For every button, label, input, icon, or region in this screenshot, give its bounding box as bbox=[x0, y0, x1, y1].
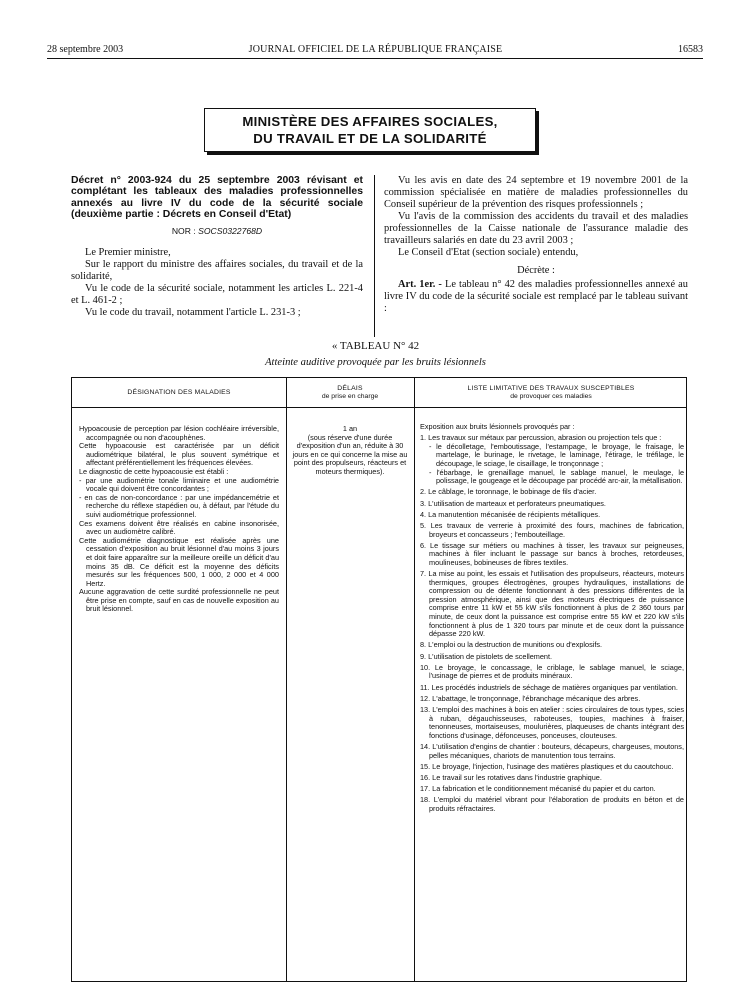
travaux-item: 6. Le tissage sur métiers ou machines à tisser, les travaux sur peigneuses, machines à filer incluant le passage sur bancs à broches, retordeuses, moulineuses, bobineuses de fibres textiles. bbox=[420, 540, 684, 567]
travaux-item: 10. Le broyage, le concassage, le criblage, le sablage manuel, le sciage, l'usinage de pierres et de produits minéraux. bbox=[420, 662, 684, 681]
table-header-rule bbox=[72, 407, 686, 408]
delais-cell bbox=[290, 425, 410, 477]
table-column-rule bbox=[286, 378, 287, 981]
travaux-item: 17. La fabrication et le conditionnement mécanisé du papier et du carton. bbox=[420, 784, 656, 794]
travaux-item: 2. Le câblage, le toronnage, le bobinage de fils d'acier. bbox=[420, 487, 597, 497]
travaux-subitem: - le décolletage, l'emboutissage, l'estampage, le broyage, le fraisage, le martelage, le burinage, le rivetage, le laminage, l'étirage, le tréfilage, le découpage, le sciage, le cisaillage, le tronçonnage ; bbox=[429, 441, 684, 468]
designation-paragraph: - en cas de non-concordance : par une impédancemétrie et recherche du réflexe stapédien ou, à défaut, par l'étude du suivi audiométrique professionnel. bbox=[79, 492, 279, 519]
travaux-subitem: - l'ébarbage, le grenaillage manuel, le sablage manuel, le meulage, le polissage, le gougeage et le découpage par procédé arc-air, la métallisation. bbox=[429, 467, 684, 486]
right-paragraph: Vu les avis en date des 24 septembre et 19 novembre 2001 de la commission spécialisée en matière de maladies professionnelles du Conseil supérieur de la prévention des risques professionnels ; bbox=[384, 175, 688, 210]
designation-cell bbox=[79, 425, 279, 614]
column-divider bbox=[374, 175, 375, 337]
article-1 bbox=[384, 279, 688, 315]
column-header-delais bbox=[286, 378, 414, 407]
travaux-item: 11. Les procédés industriels de séchage de matières organiques par ventilation. bbox=[420, 682, 678, 692]
travaux-item: 4. La manutention mécanisée de récipients métalliques. bbox=[420, 509, 601, 519]
travaux-item: 16. Le travail sur les rotatives dans l'industrie graphique. bbox=[420, 772, 602, 782]
designation-paragraph: - par une audiométrie tonale liminaire et une audiométrie vocale qui doivent être concordantes ; bbox=[79, 475, 279, 494]
article-text: Le tableau n° 42 des maladies professionnelles annexé au livre IV du code de la sécurité sociale est remplacé par le tableau suivant : bbox=[384, 279, 688, 314]
left-paragraph: Sur le rapport du ministre des affaires sociales, du travail et de la solidarité, bbox=[71, 258, 363, 282]
column-header-designation bbox=[72, 378, 286, 407]
decree-title: Décret n° 2003-924 du 25 septembre 2003 révisant et complétant les tableaux des maladies professionnelles annexés au livre IV du code de la sécurité sociale (deuxième partie : Décrets en Conseil d'Etat) bbox=[71, 175, 363, 221]
travaux-item: 7. La mise au point, les essais et l'utilisation des propulseurs, réacteurs, moteurs thermiques, groupes électrogènes, groupes hydrauliques, installations de compression ou de détente fonctionnant à des pressions différentes de la pression atmosphérique, ainsi que des moteurs électriques de puissance comprise entre 11 kW et 55 kW s'ils fonctionnent à plus de 2 360 tours par minute, de ceux dont la puissance est comprise entre 55 kW et 220 kW s'ils fonctionnent à plus de 1 320 tours par minute et de ceux dont la puissance dépasse 220 kW. bbox=[420, 569, 684, 639]
delay-note: (sous réserve d'une durée d'exposition d'un an, réduite à 30 jours en ce qui concerne la mise au point des propulseurs, réacteurs et moteurs thermiques). bbox=[292, 432, 408, 476]
maladies-table bbox=[71, 377, 687, 982]
delay-value: 1 an bbox=[342, 424, 358, 433]
travaux-item: 12. L'abattage, le tronçonnage, l'ébranchage mécanique des arbres. bbox=[420, 693, 641, 703]
right-paragraph: Le Conseil d'Etat (section sociale) entendu, bbox=[398, 247, 579, 258]
designation-paragraph: Hypoacousie de perception par lésion cochléaire irréversible, accompagnée ou non d'acouphènes. bbox=[79, 424, 279, 442]
tableau-title: « TABLEAU N° 42 bbox=[331, 340, 420, 352]
header-rule bbox=[47, 58, 703, 59]
table-column-rule bbox=[414, 378, 415, 981]
left-paragraph: Vu le code du travail, notamment l'article L. 231-3 ; bbox=[85, 306, 301, 318]
ministry-line-2: DU TRAVAIL ET DE LA SOLIDARITÉ bbox=[253, 131, 487, 146]
nor-value: SOCS0322768D bbox=[198, 225, 263, 236]
decrete-heading: Décrète : bbox=[517, 265, 555, 276]
tableau-subtitle: Atteinte auditive provoquée par les bruits lésionnels bbox=[265, 357, 486, 368]
travaux-cell bbox=[420, 423, 684, 816]
right-column bbox=[384, 175, 688, 315]
header-date: 28 septembre 2003 bbox=[47, 44, 124, 55]
designation-paragraph: Le diagnostic de cette hypoacousie est établi : bbox=[79, 466, 229, 476]
travaux-item: 13. L'emploi des machines à bois en atelier : scies circulaires de tous types, scies à ruban, dégauchisseuses, raboteuses, toupies, machines à fraiser, tenonneuses, mortaiseuses, moulurières, plaqueuses de chants intégrant des fonctions d'usinage, défonceuses, ponceuses, clouteuses. bbox=[420, 704, 684, 740]
column-header-label: DÉSIGNATION DES MALADIES bbox=[127, 388, 231, 396]
column-header-sublabel: de provoquer ces maladies bbox=[510, 392, 592, 400]
ministry-line-1: MINISTÈRE DES AFFAIRES SOCIALES, bbox=[242, 114, 498, 129]
nor-reference bbox=[71, 225, 363, 237]
column-header-label: DÉLAIS bbox=[337, 384, 363, 392]
nor-label: NOR : bbox=[171, 225, 196, 236]
travaux-intro: Exposition aux bruits lésionnels provoqués par : bbox=[420, 422, 575, 431]
travaux-item: 14. L'utilisation d'engins de chantier : bouteurs, décapeurs, chargeuses, moutons, pelles mécaniques, chariots de manutention tous terrains. bbox=[420, 741, 684, 760]
column-header-travaux bbox=[414, 378, 688, 407]
travaux-item: 3. L'utilisation de marteaux et perforateurs pneumatiques. bbox=[420, 498, 606, 508]
ministry-box bbox=[204, 108, 536, 152]
column-header-label: LISTE LIMITATIVE DES TRAVAUX SUSCEPTIBLES bbox=[467, 384, 635, 392]
travaux-item: 15. Le broyage, l'injection, l'usinage des matières plastiques et du caoutchouc. bbox=[420, 761, 674, 771]
designation-paragraph: Cette hypoacousie est caractérisée par un déficit audiométrique bilatéral, le plus souvent symétrique et affectant préférentiellement les fréquences élevées. bbox=[79, 441, 279, 468]
journal-title: JOURNAL OFFICIEL DE LA RÉPUBLIQUE FRANÇAISE bbox=[248, 44, 503, 55]
travaux-item: 5. Les travaux de verrerie à proximité des fours, machines de fabrication, broyeurs et concasseurs ; l'embouteillage. bbox=[420, 520, 684, 539]
designation-paragraph: Aucune aggravation de cette surdité professionnelle ne peut être prise en compte, sauf en cas de nouvelle exposition au bruit lésionnel. bbox=[79, 587, 279, 614]
travaux-item: 8. L'emploi ou la destruction de munitions ou d'explosifs. bbox=[420, 640, 603, 650]
travaux-item: 9. L'utilisation de pistolets de scellement. bbox=[420, 651, 552, 661]
page-number: 16583 bbox=[678, 44, 703, 55]
designation-paragraph: Ces examens doivent être réalisés en cabine insonorisée, avec un audiomètre calibré. bbox=[79, 518, 279, 537]
left-paragraph: Vu le code de la sécurité sociale, notamment les articles L. 221-4 et L. 461-2 ; bbox=[71, 282, 363, 306]
left-column bbox=[71, 175, 363, 319]
right-paragraph: Vu l'avis de la commission des accidents du travail et des maladies professionnelles de la Caisse nationale de l'assurance maladie des travailleurs salariés en date du 23 avril 2003 ; bbox=[384, 211, 688, 246]
column-header-sublabel: de prise en charge bbox=[321, 392, 379, 400]
article-label: Art. 1er. - bbox=[398, 279, 442, 290]
travaux-item: 1. Les travaux sur métaux par percussion, abrasion ou projection tels que : bbox=[420, 433, 662, 443]
designation-paragraph: Cette audiométrie diagnostique est réalisée après une cessation d'exposition au bruit lésionnel d'au moins 3 jours et doit faire apparaître sur la meilleure oreille un déficit d'au moins 35 dB. Ce déficit est la moyenne des déficits mesurés sur les fréquences 500, 1 000, 2 000 et 4 000 Hertz. bbox=[79, 535, 279, 588]
travaux-item: 18. L'emploi du matériel vibrant pour l'élaboration de produits en béton et de produits réfractaires. bbox=[420, 795, 684, 813]
left-paragraph: Le Premier ministre, bbox=[85, 246, 171, 258]
